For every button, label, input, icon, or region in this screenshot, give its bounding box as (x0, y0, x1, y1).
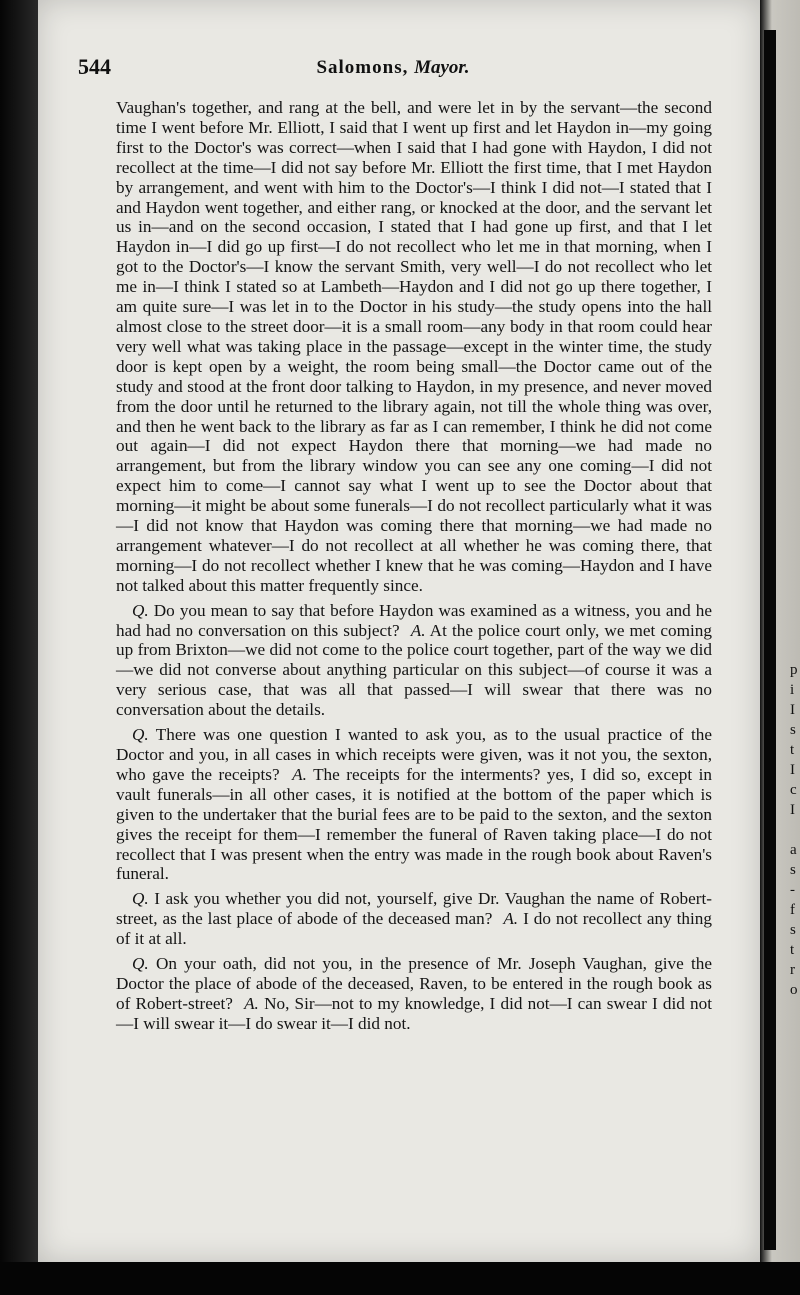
binding-shadow (0, 0, 38, 1295)
answer-label: A. (503, 909, 519, 929)
paragraph-3 (116, 725, 712, 884)
question-label: Q. (132, 600, 149, 620)
running-head-title: Mayor. (414, 57, 470, 78)
question-text: On your oath, did not you, in the presence of Mr. Joseph Vaughan, give the Doctor the place of abode of the deceased, Raven, to be entered in the rough book as of Robert-street? (116, 954, 712, 1013)
question-label: Q. (132, 889, 149, 909)
facing-page-fragment: r (790, 962, 795, 978)
facing-page-fragment: - (790, 882, 795, 898)
answer-label: A. (410, 620, 426, 640)
answer-label: A. (244, 993, 259, 1013)
facing-page-fragment: o (790, 982, 798, 998)
facing-page-fragment: c (790, 782, 797, 798)
question-text: I ask you whether you did not, yourself, give Dr. Vaughan the name of Robert-street, as the last place of abode of the deceased man? (116, 889, 712, 929)
answer-text: No, Sir—not to my knowledge, I did not—I can swear I did not—I will swear it—I do swear it—I did not. (116, 993, 713, 1033)
facing-page-fragment: s (790, 862, 796, 878)
facing-page-fragment: s (790, 922, 796, 938)
facing-page-fragment: a (790, 842, 797, 858)
question-text: Do you mean to say that before Haydon was examined as a witness, you and he had had no conversation on this subject? (116, 600, 712, 640)
answer-text: I do not recollect any thing of it at all. (116, 909, 712, 949)
facing-page-fragments (790, 660, 800, 1000)
paragraph-5 (116, 954, 712, 1034)
answer-text: The receipts for the interments? yes, I did so, except in vault funerals—in all other cases, it is notified at the bottom of the paper which is given to the undertaker that the burial fees are to be paid to the sexton, and the sexton gives the receipt for them—I remember the funeral of Raven taking place—I do not recollect that I was present when the entry was made in the rough book about Raven's funeral. (116, 764, 713, 884)
body-text (116, 98, 712, 1039)
bottom-shadow (0, 1262, 800, 1295)
facing-page-fragment: i (790, 682, 795, 698)
page-header (78, 54, 708, 86)
facing-page-edge (760, 0, 800, 1295)
page-number: 544 (78, 54, 111, 79)
facing-page-fragment: I (790, 762, 795, 778)
answer-text: At the police court only, we met coming up from Brixton—we did not come to the police court together, part of the way we did—we did not converse about anything particular on this subject—of course it was a very serious case, that was all that passed—I will swear that there was no conversation about the details. (116, 620, 712, 720)
running-head (78, 57, 708, 79)
running-head-name: Salomons, (316, 57, 409, 78)
paragraph-1: Vaughan's together, and rang at the bell, and were let in by the servant—the second time I went before Mr. Elliott, I said that I went up first and let Haydon in—my going first to the Doctor's was correct—when I said that I had gone with Haydon, I did not recollect at the time—I did not say before Mr. Elliott the first time, that I met Haydon by arrangement, and went with him to the Doctor's—I think I did not—I stated that I and Haydon went together, and either rang, or knocked at the door, and the servant let us in—and on the second occasion, I stated that I had gone up first, and that I let Haydon in—I did go up first—I do not recollect who let me in that morning, when I got to the Doctor's—I know the servant Smith, very well—I do not recollect who let me in—I think I stated so at Lambeth—Haydon and I did not go up there together, I am quite sure—I was let in to the Doctor in his study—the study opens into the hall almost close to the street door—it is a small room—any body in that room could hear very well what was taking place in the passage—except in the winter time, the study door is kept open by a weight, the room being small—the Doctor came out of the study and stood at the front door talking to Haydon, in my presence, and never moved from the door until he returned to the library again, not till the whole thing was over, and then he went back to the library as far as I can remember, I think he did not come out again—I did not expect Haydon there that morning—we had made no arrangement, but from the library window you can see any one coming—I did not expect him to come—I cannot say what I went up to see the Doctor about that morning—it might be about some funerals—I do not recollect particularly what it was—I did not know that Haydon was coming there that morning—we had made no arrangement whatever—I do not recollect at all whether he was coming there, that morning—I do not recollect whether I knew that he was coming—Haydon and I have not talked about this matter frequently since. (116, 98, 712, 595)
paragraph-4 (116, 889, 712, 949)
facing-page-fragment (790, 820, 800, 840)
facing-page-fragment: t (790, 742, 795, 758)
question-text: There was one question I wanted to ask you, as to the usual practice of the Doctor and you, in all cases in which receipts were given, was it not you, the sexton, who gave the receipts? (116, 725, 712, 784)
facing-page-fragment: f (790, 902, 795, 918)
facing-page-fragment: p (790, 662, 798, 678)
facing-page-fragment: I (790, 702, 795, 718)
facing-page-fragment: t (790, 942, 795, 958)
page-gutter-shadow (764, 30, 776, 1250)
facing-page-fragment: I (790, 802, 795, 818)
paragraph-2 (116, 601, 712, 720)
answer-label: A. (292, 764, 307, 784)
facing-page-fragment: s (790, 722, 796, 738)
question-label: Q. (132, 954, 149, 974)
question-label: Q. (132, 725, 149, 745)
